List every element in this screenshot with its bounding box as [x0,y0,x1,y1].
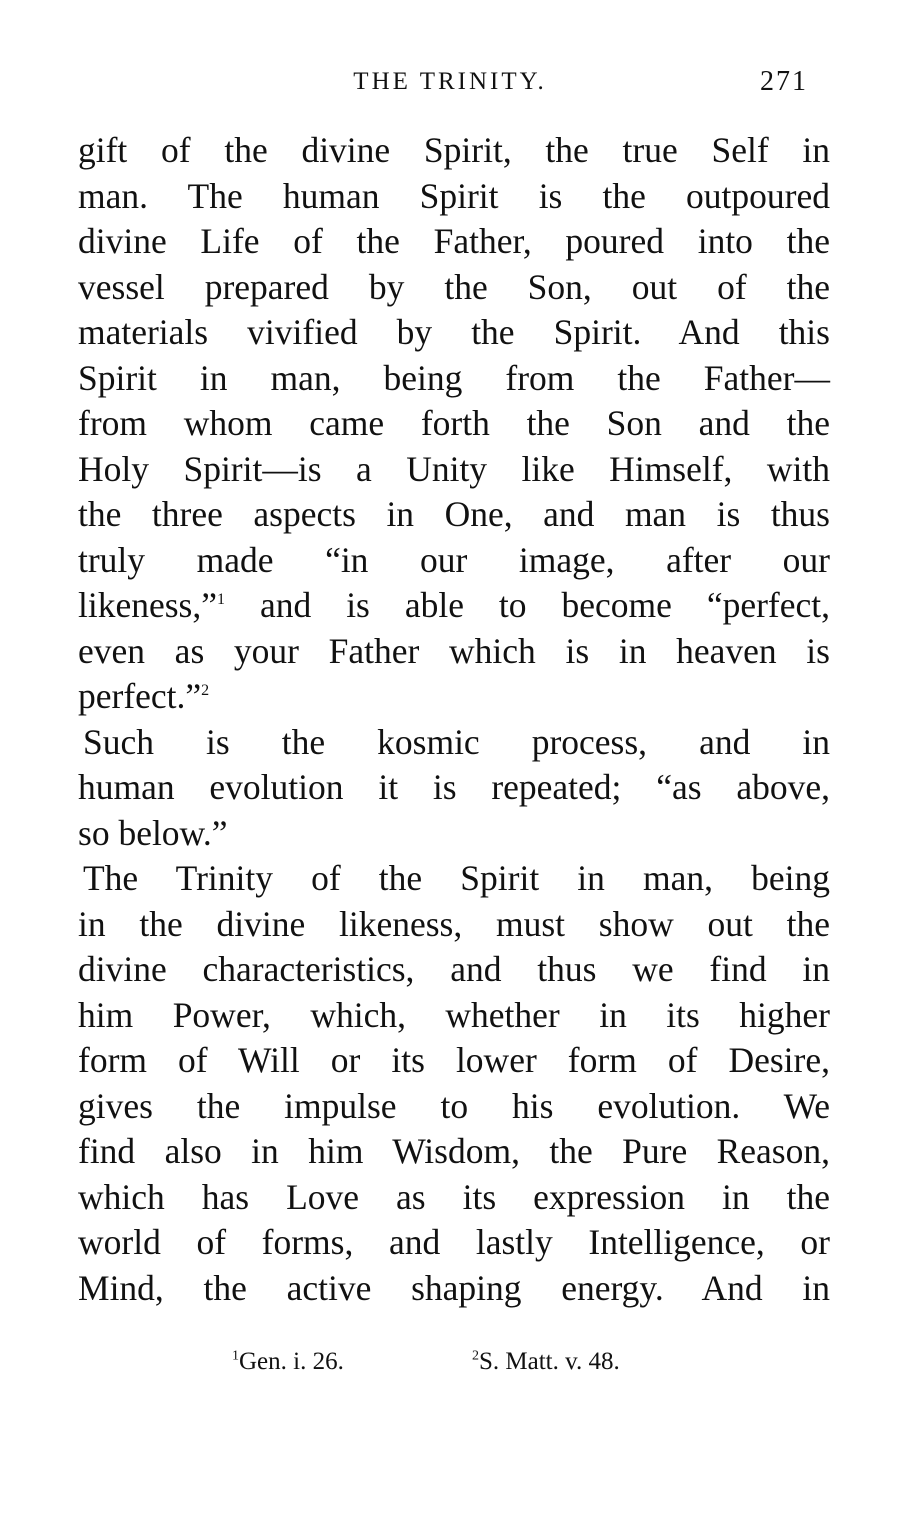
paragraph-start-line: The Trinity of the Spirit in man, being [83,858,830,898]
line-text: and is able to become “perfect, [225,585,830,625]
line-text: likeness,” [78,585,218,625]
paragraph-start-line: Such is the kosmic process, and in [83,721,830,762]
text-line: truly made “in our image, after our [78,539,830,580]
text-line: find also in him Wisdom, the Pure Reason, [78,1131,830,1171]
text-line: from whom came forth the Son and the [78,403,830,443]
text-line: form of Will or its lower form of Desire, [78,1040,830,1080]
body-text [78,128,830,1311]
footnote-text: S. Matt. v. 48. [479,1348,620,1375]
footnote-text: Gen. i. 26. [239,1348,344,1375]
running-header [0,62,900,102]
footnotes [0,1342,900,1382]
text-line: divine Life of the Father, poured into the [78,221,830,261]
running-title: THE TRINITY. [353,68,547,95]
text-line: Mind, the active shaping energy. And in [78,1267,830,1308]
text-line: world of forms, and lastly Intelligence, or [78,1222,830,1262]
text-line: Spirit in man, being from the Father— [78,357,830,398]
text-line: human evolution it is repeated; “as above, [78,767,830,807]
line-text: perfect.” [78,676,202,716]
footnote-2 [472,1348,620,1376]
text-line-with-footnote [78,674,830,720]
text-line: gift of the divine Spirit, the true Self in [78,130,830,170]
text-line: Holy Spirit—is a Unity like Himself, with [78,448,830,489]
text-line: so below.” [78,812,228,853]
text-line: which has Love as its expression in the [78,1176,830,1217]
footnote-1 [232,1348,344,1376]
page-number: 271 [760,66,808,97]
text-line: divine characteristics, and thus we find in [78,949,830,989]
text-line-with-footnote [78,583,830,629]
footnote-mark: 2 [472,1348,479,1364]
footnote-mark: 1 [232,1348,239,1364]
text-line: in the divine likeness, must show out the [78,903,830,944]
text-line: gives the impulse to his evolution. We [78,1085,830,1126]
text-line: man. The human Spirit is the outpoured [78,175,830,216]
footnote-reference-2[interactable]: 2 [201,682,210,700]
text-line: materials vivified by the Spirit. And this [78,312,830,352]
text-line: even as your Father which is in heaven is [78,630,830,671]
footnote-reference-1[interactable]: 1 [217,591,226,609]
text-line: the three aspects in One, and man is thus [78,494,830,534]
text-line: vessel prepared by the Son, out of the [78,266,830,307]
text-line: him Power, which, whether in its higher [78,994,830,1035]
